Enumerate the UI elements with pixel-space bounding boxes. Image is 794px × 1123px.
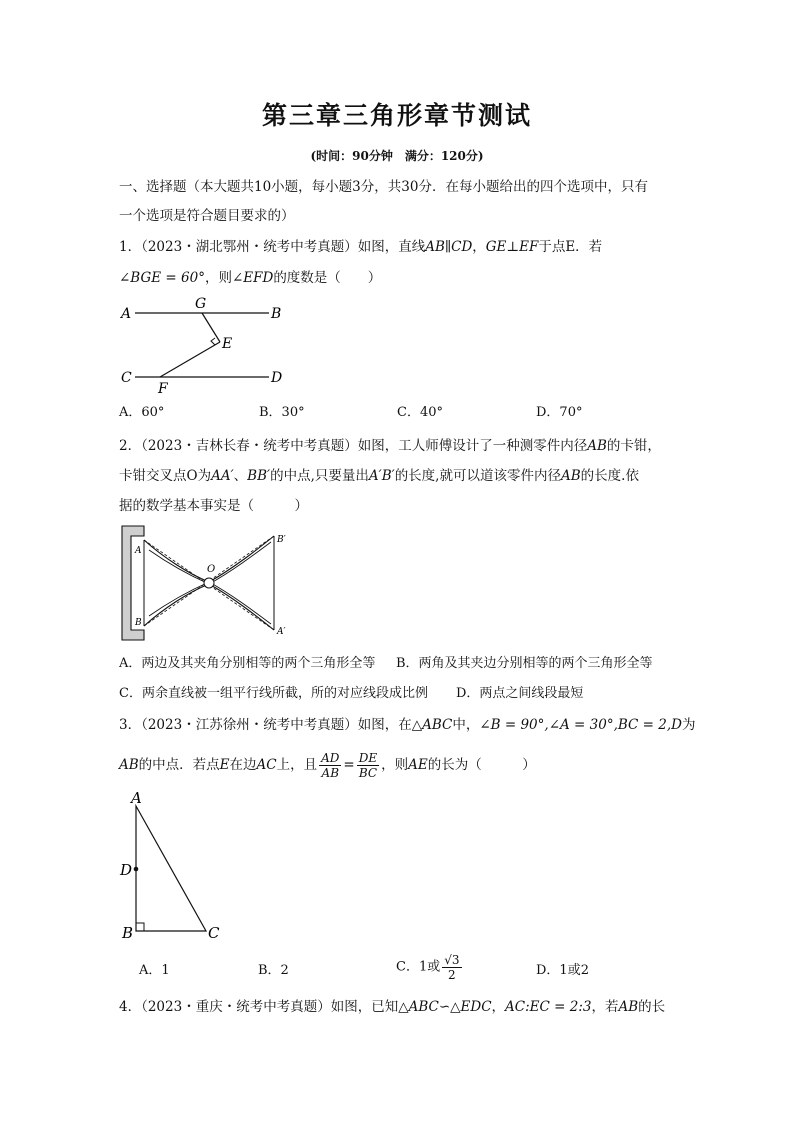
q3-eq: = [343, 757, 355, 773]
q3-text: 在边 [229, 757, 257, 773]
q1-option-c[interactable]: C．40° [397, 405, 443, 420]
q3-option-a[interactable]: A．1 [139, 963, 170, 978]
q3-option-d[interactable]: D．1或2 [536, 963, 589, 978]
q2-label-a: A [135, 546, 142, 556]
q1-text: 1．（2023・湖北鄂州・统考中考真题）如图，直线 [119, 239, 426, 255]
q2-math: AA′ [211, 468, 234, 484]
q1-text: ， [472, 239, 486, 255]
q2-stem-line1 [119, 436, 661, 456]
q1-label-a: A [121, 306, 132, 322]
q3-fraction-ad-ab [319, 751, 341, 780]
q1-label-b: B [271, 306, 282, 322]
q3-triangle [136, 806, 206, 931]
q1-option-d[interactable]: D．70° [536, 405, 583, 420]
q3-figure [119, 787, 229, 945]
q1-option-b[interactable]: B．30° [259, 405, 305, 420]
q3-stem-line1 [119, 715, 695, 735]
q1-option-a[interactable]: A．60° [119, 405, 165, 420]
q4-text: 的长 [638, 999, 666, 1015]
page-title: 第三章三角形章节测试 [261, 101, 532, 130]
q2-math: A′B′ [368, 468, 395, 484]
q1-right-angle-mark [211, 338, 215, 345]
q3-right-angle-mark [136, 923, 144, 931]
q3-fraction-de-bc [357, 751, 379, 780]
q3-frac-den: BC [358, 766, 378, 780]
q2-text: 的长度.依 [580, 468, 639, 484]
q3-option-c[interactable] [396, 953, 464, 982]
q3-frac-num: AD [321, 751, 340, 765]
q2-option-c[interactable]: C．两余直线被一组平行线所截，所的对应线段成比例 [119, 686, 428, 701]
section-heading: 一、选择题（本大题共10小题，每小题3分，共30分．在每小题给出的四个选项中，只有 [119, 179, 648, 195]
exam-info: (时间：90分钟 满分：120分) [310, 149, 484, 163]
q3-option-b[interactable]: B．2 [258, 963, 289, 978]
q3-label-d: D [120, 861, 133, 879]
q2-math: AB [560, 468, 581, 484]
q1-stem-line2 [119, 268, 381, 288]
q1-label-c: C [121, 370, 132, 386]
q2-pivot [204, 578, 214, 588]
q3-math: △ABC [411, 717, 453, 733]
q1-text: 于点E．若 [538, 239, 603, 255]
q1-label-e: E [222, 336, 233, 352]
q2-text: 的长度,就可以道该零件内径 [394, 468, 561, 484]
q2-math: AB [587, 438, 607, 454]
q3-stem-line2 [119, 751, 536, 780]
q1-label-g: G [195, 296, 207, 312]
q1-text: 的度数是（ ） [273, 270, 382, 286]
q1-math-angle: ∠BGE = 60° [119, 270, 205, 286]
q3-math: E [219, 757, 230, 773]
q3-text: 的中点．若点 [138, 757, 220, 773]
q2-text: 、 [233, 468, 248, 484]
q3-text: ，则 [381, 757, 409, 773]
q4-stem-line1 [119, 997, 665, 1017]
q4-math: AB [618, 999, 639, 1015]
q3-text: 3．（2023・江苏徐州・统考中考真题）如图，在 [119, 717, 412, 733]
q1-stem-line1 [119, 237, 602, 257]
q2-text: 的中点,只要量出 [270, 468, 369, 484]
q2-label-o: O [207, 564, 216, 575]
q3-option-c-num: √3 [444, 953, 460, 967]
q3-text: 的长为（ ） [427, 757, 536, 773]
q3-math: AB [119, 757, 139, 773]
q2-figure [119, 522, 294, 644]
q1-seg-ge [202, 313, 220, 342]
q3-frac-den: AB [321, 766, 340, 780]
q1-math-perp: GE⊥EF [485, 239, 539, 255]
q3-option-c-label: C．1或 [396, 959, 441, 975]
q3-text: 中， [452, 717, 480, 733]
q1-figure [119, 294, 294, 397]
q3-point-d [134, 867, 139, 872]
q2-text: 2．（2023・吉林长春・统考中考真题）如图，工人师傅设计了一种测零件内径 [119, 438, 588, 454]
q2-label-b1: B′ [277, 535, 286, 545]
q3-math: ∠B = 90°,∠A = 30°,BC = 2,D [479, 717, 682, 733]
q3-option-c-fraction [442, 953, 461, 982]
q2-jaw-lower [144, 584, 274, 630]
q3-label-c: C [208, 924, 220, 942]
q2-option-a[interactable]: A．两边及其夹角分别相等的两个三角形全等 [119, 656, 376, 671]
q1-label-f: F [158, 381, 168, 397]
q2-text: 的卡钳， [606, 438, 661, 454]
q3-math: AC [256, 757, 277, 773]
q2-stem-line2 [119, 466, 639, 486]
q4-math: AC:EC = 2:3 [505, 999, 592, 1015]
q1-math-angle2: ∠EFD [231, 270, 274, 286]
q3-label-b: B [122, 924, 134, 942]
q1-label-d: D [271, 370, 283, 386]
q3-label-a: A [131, 789, 142, 807]
q3-text: 为 [681, 717, 696, 733]
q4-math: △ABC∽△EDC [398, 999, 492, 1015]
q2-text: 卡钳交叉点O为 [119, 468, 212, 484]
q2-option-b[interactable]: B．两角及其夹边分别相等的两个三角形全等 [396, 656, 653, 671]
q2-jaw-upper [144, 536, 274, 582]
q1-text: ，则 [204, 270, 232, 286]
q4-text: ，若 [591, 999, 619, 1015]
q3-math: AE [408, 757, 428, 773]
q4-text: ， [491, 999, 506, 1015]
q1-math-parallel: AB∥CD [425, 239, 473, 255]
q2-option-d[interactable]: D．两点之间线段最短 [456, 686, 584, 701]
q2-label-a1: A′ [277, 627, 286, 637]
q2-stem-line3: 据的数学基本事实是（ ） [119, 498, 308, 514]
q2-math: BB′ [247, 468, 271, 484]
q1-seg-ef [160, 342, 220, 377]
q4-text: 4．（2023・重庆・统考中考真题）如图，已知 [119, 999, 399, 1015]
q2-label-b: B [135, 618, 142, 628]
q3-frac-num: DE [358, 751, 378, 765]
q3-text: 上，且 [276, 757, 318, 773]
q3-option-c-den: 2 [448, 968, 456, 982]
section-heading-cont: 一个选项是符合题目要求的） [119, 208, 295, 224]
